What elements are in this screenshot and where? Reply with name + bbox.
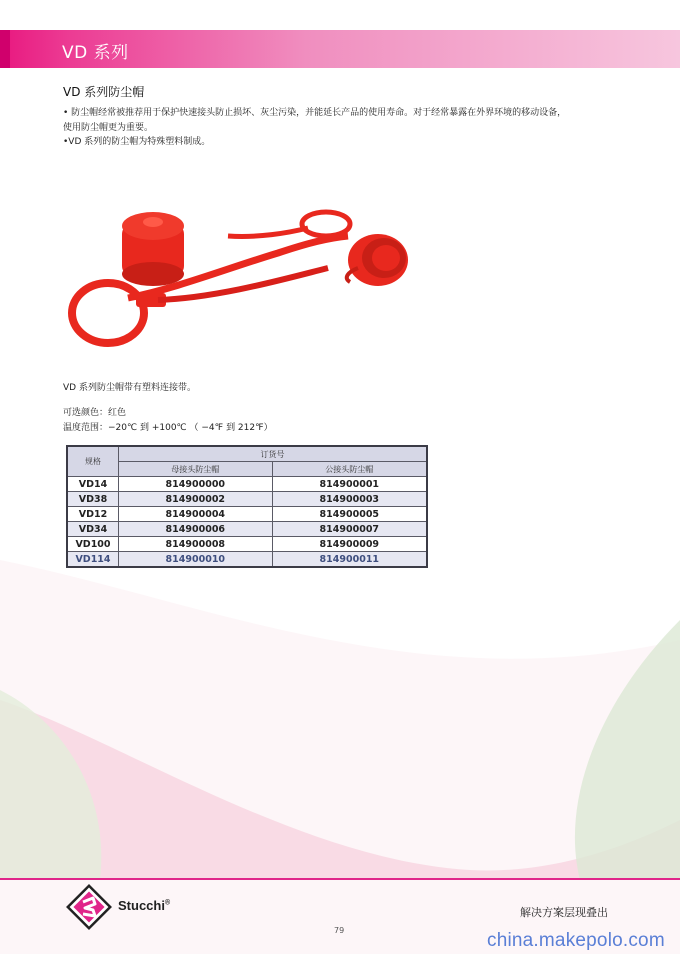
bullet-line: 使用防尘帽更为重要。 [63, 122, 154, 133]
table-row [67, 492, 427, 507]
model-cell: VD114 [67, 552, 119, 568]
female-cap-header: 母接头防尘帽 [119, 462, 273, 477]
table-row [67, 477, 427, 492]
dust-cap-product-image [58, 198, 418, 358]
description-bullets [63, 106, 623, 150]
female-code-cell: 814900008 [119, 537, 273, 552]
bullet-line: •VD 系列的防尘帽为特殊塑料制成。 [63, 137, 211, 147]
bullet-line: • 防尘帽经常被推荐用于保护快速接头防止损坏、灰尘污染，并能延长产品的使用寿命。对于经常暴露在外界环境的移动设备， [63, 108, 567, 118]
female-code-cell: 814900006 [119, 522, 273, 537]
female-code-cell: 814900000 [119, 477, 273, 492]
image-caption: VD 系列防尘帽带有塑料连接带。 [63, 383, 196, 393]
male-code-cell: 814900009 [272, 537, 427, 552]
brand-name [118, 898, 170, 913]
male-code-cell: 814900001 [272, 477, 427, 492]
female-code-cell: 814900004 [119, 507, 273, 522]
order-number-header: 订货号 [119, 446, 428, 462]
stucchi-logo-icon [66, 884, 112, 930]
model-cell: VD12 [67, 507, 119, 522]
male-code-cell: 814900003 [272, 492, 427, 507]
table-row [67, 552, 427, 568]
model-cell: VD38 [67, 492, 119, 507]
order-table [66, 445, 428, 568]
section-title: VD 系列防尘帽 [63, 85, 145, 99]
female-code-cell: 814900002 [119, 492, 273, 507]
temperature-spec: 温度范围：−20℃ 到 +100℃ （ −4℉ 到 212℉） [63, 423, 273, 433]
spec-header: 规格 [67, 446, 119, 477]
male-code-cell: 814900007 [272, 522, 427, 537]
slogan: 解决方案层现叠出 [520, 906, 608, 919]
male-code-cell: 814900005 [272, 507, 427, 522]
model-cell: VD100 [67, 537, 119, 552]
brand-text: Stucchi [118, 898, 165, 913]
model-cell: VD14 [67, 477, 119, 492]
registered-mark: ® [164, 899, 171, 907]
watermark: china.makepolo.com [487, 930, 665, 951]
female-code-cell: 814900010 [119, 552, 273, 568]
page-title: VD 系列 [62, 43, 129, 63]
table-row [67, 537, 427, 552]
color-spec: 可选颜色：红色 [63, 408, 127, 418]
male-code-cell: 814900011 [272, 552, 427, 568]
footer-divider [0, 878, 680, 880]
header-accent [0, 30, 10, 68]
male-cap-header: 公接头防尘帽 [272, 462, 427, 477]
table-row [67, 522, 427, 537]
page-number: 79 [334, 926, 345, 935]
table-row [67, 507, 427, 522]
model-cell: VD34 [67, 522, 119, 537]
specifications [63, 406, 273, 436]
